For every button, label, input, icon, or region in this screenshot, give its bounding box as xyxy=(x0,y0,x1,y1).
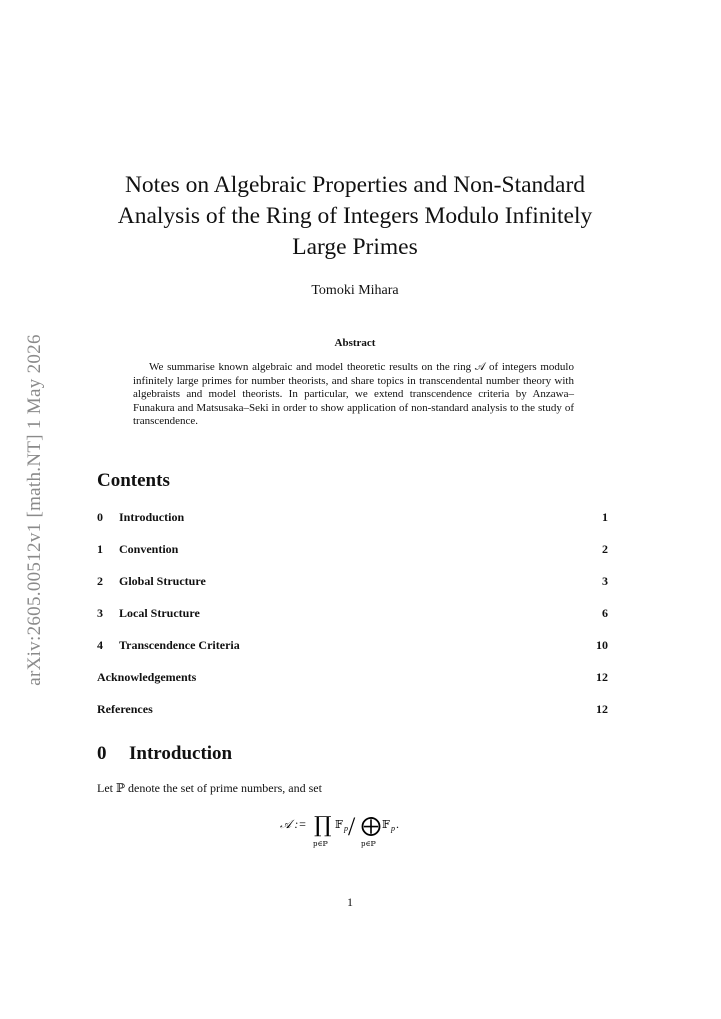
paper-title xyxy=(95,170,615,263)
toc-entry-introduction[interactable] xyxy=(97,510,608,526)
product-symbol: ∏ xyxy=(314,813,332,838)
sum-index: p∈ℙ xyxy=(361,840,376,848)
toc-number: 3 xyxy=(97,606,103,620)
toc-entry-local-structure[interactable] xyxy=(97,606,608,622)
definition-formula xyxy=(250,808,470,856)
product-index: p∈ℙ xyxy=(313,840,328,848)
toc-label: Global Structure xyxy=(119,574,206,588)
toc-page: 12 xyxy=(596,702,608,716)
toc-page: 1 xyxy=(602,510,608,524)
title-line-3: Large Primes xyxy=(292,234,418,260)
section-title: Introduction xyxy=(129,743,233,764)
field-symbol: 𝔽 xyxy=(335,818,343,831)
toc-page: 12 xyxy=(596,670,608,684)
toc-entry-convention[interactable] xyxy=(97,542,608,558)
toc-number: 4 xyxy=(97,638,103,652)
formula-period: . xyxy=(396,817,399,831)
section-heading-introduction xyxy=(97,743,232,765)
intro-paragraph: Let ℙ denote the set of prime numbers, and set xyxy=(97,781,322,795)
formula-lhs: 𝒜 := xyxy=(280,817,307,831)
toc-label: Transcendence Criteria xyxy=(119,638,240,652)
abstract-text: We summarise known algebraic and model theoretic results on the ring 𝒜 of integers modulo infinitely large primes for number theorists, and share topics in transcendental number theory with algebraists and model theorists. In particular, we extend transcendence criteria by Anzawa–Funakura and Matsusaka–Seki in order to show application of non-standard analysis to the study of transcendence. xyxy=(133,361,574,428)
abstract-heading: Abstract xyxy=(334,337,376,349)
toc-label: Acknowledgements xyxy=(97,670,197,684)
toc-page: 6 xyxy=(602,606,608,620)
toc-page: 3 xyxy=(602,574,608,588)
arxiv-identifier: arXiv:2605.00512v1 [math.NT] 1 May 2026 xyxy=(24,334,45,686)
toc-label: References xyxy=(97,702,153,716)
author-name: Tomoki Mihara xyxy=(311,283,399,298)
toc-number: 2 xyxy=(97,574,103,588)
arxiv-sidebar xyxy=(20,290,50,730)
toc-entry-acknowledgements[interactable] xyxy=(97,670,608,686)
contents-heading: Contents xyxy=(97,470,170,491)
toc-entry-transcendence-criteria[interactable] xyxy=(97,638,608,654)
toc-page: 10 xyxy=(596,638,608,652)
direct-sum-symbol: ⨁ xyxy=(361,813,381,837)
toc-label: Introduction xyxy=(119,510,185,524)
toc-label: Convention xyxy=(119,542,179,556)
field-symbol: 𝔽 xyxy=(382,818,390,831)
field-subscript: p xyxy=(391,824,395,833)
title-line-2: Analysis of the Ring of Integers Modulo Infinitely xyxy=(117,203,593,229)
toc-entry-references[interactable] xyxy=(97,702,608,718)
toc-number: 1 xyxy=(97,542,103,556)
toc-entry-global-structure[interactable] xyxy=(97,574,608,590)
toc-label: Local Structure xyxy=(119,606,200,620)
toc-page: 2 xyxy=(602,542,608,556)
toc-number: 0 xyxy=(97,510,103,524)
section-number: 0 xyxy=(97,743,107,764)
title-line-1: Notes on Algebraic Properties and Non-Standard xyxy=(124,172,586,198)
quotient-slash: / xyxy=(348,812,356,841)
field-subscript: p xyxy=(344,824,348,833)
page-number: 1 xyxy=(347,895,353,909)
